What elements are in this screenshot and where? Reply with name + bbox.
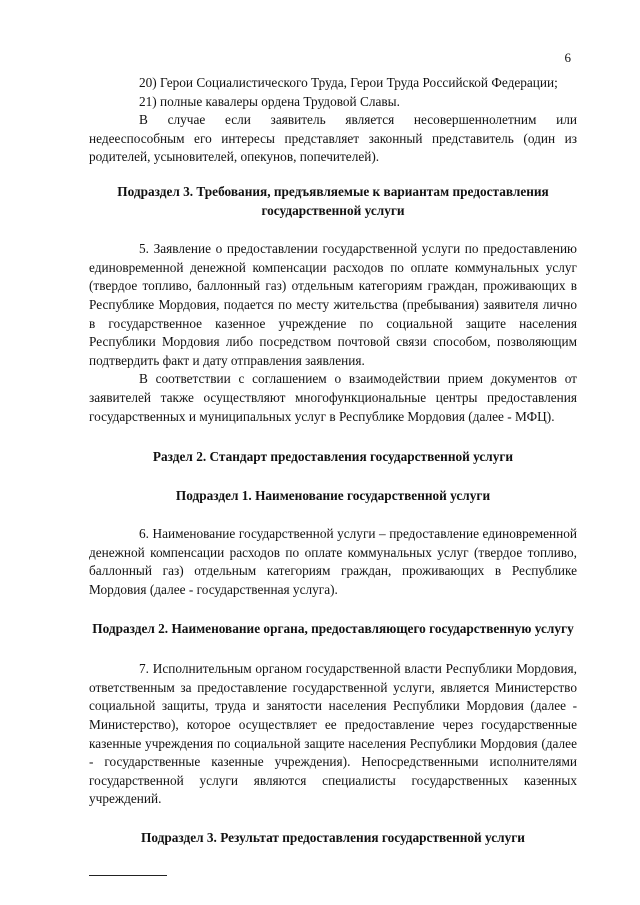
subsection-heading: Подраздел 2. Наименование органа, предоставляющего государственную услугу bbox=[92, 620, 574, 636]
page-number: 6 bbox=[564, 50, 571, 65]
subsection-heading: Подраздел 3. Результат предоставления государственной услуги bbox=[141, 830, 525, 845]
paragraph-5: 5. Заявление о предоставлении государственной услуги по предоставлению единовременной денежной компенсации расходов по оплате коммунальных услуг (твердое топливо, баллонный газ) отдельным категориям граждан, проживающих в Республике Мордовия, подается по месту жительства (пребывания) заявителя лично в государственное казенное учреждение по социальной защите населения Республики Мордовия либо посредством почтовой связи способом, позволяющим подтвердить факт и дату отправления заявления. bbox=[89, 241, 577, 368]
mfc-paragraph: В соответствии с соглашением о взаимодействии прием документов от заявителей также осуществляют многофункциональные центры предоставления государственных и муниципальных услуг в Республике Мордовия (далее - МФЦ). bbox=[89, 371, 577, 424]
document-body bbox=[89, 74, 577, 848]
representative-paragraph: В случае если заявитель является несовершеннолетним или недееспособным его интересы представляет законный представитель (один из родителей, усыновителей, опекунов, попечителей). bbox=[89, 112, 577, 165]
footnote-divider bbox=[89, 875, 167, 876]
list-item: 20) Герои Социалистического Труда, Герои Труда Российской Федерации; bbox=[139, 75, 558, 90]
subsection-heading: Подраздел 1. Наименование государственной услуги bbox=[175, 487, 491, 503]
subsection-heading: Подраздел 3. Требования, предъявляемые к вариантам предоставления государственной услуги bbox=[117, 183, 549, 218]
paragraph-7: 7. Исполнительным органом государственной власти Республики Мордовия, ответственным за предоставление государственной услуги, является Министерство социальной защиты, труда и занятости населения Республики Мордовия (далее - Министерство), которое осуществляет ее предоставление через государственные казенные учреждения по социальной защите населения Республики Мордовия (далее - государственные казенные учреждения). Непосредственными исполнителями государственной услуги являются специалисты государственных казенных учреждений. bbox=[89, 661, 577, 807]
section-heading: Раздел 2. Стандарт предоставления государственной услуги bbox=[152, 449, 514, 465]
paragraph-6: 6. Наименование государственной услуги – предоставление единовременной денежной компенсации расходов по оплате коммунальных услуг (твердое топливо, баллонный газ) отдельным категориям граждан, проживающих в Республике Мордовия (далее - государственная услуга). bbox=[89, 526, 577, 598]
list-item: 21) полные кавалеры ордена Трудовой Славы. bbox=[139, 93, 400, 109]
